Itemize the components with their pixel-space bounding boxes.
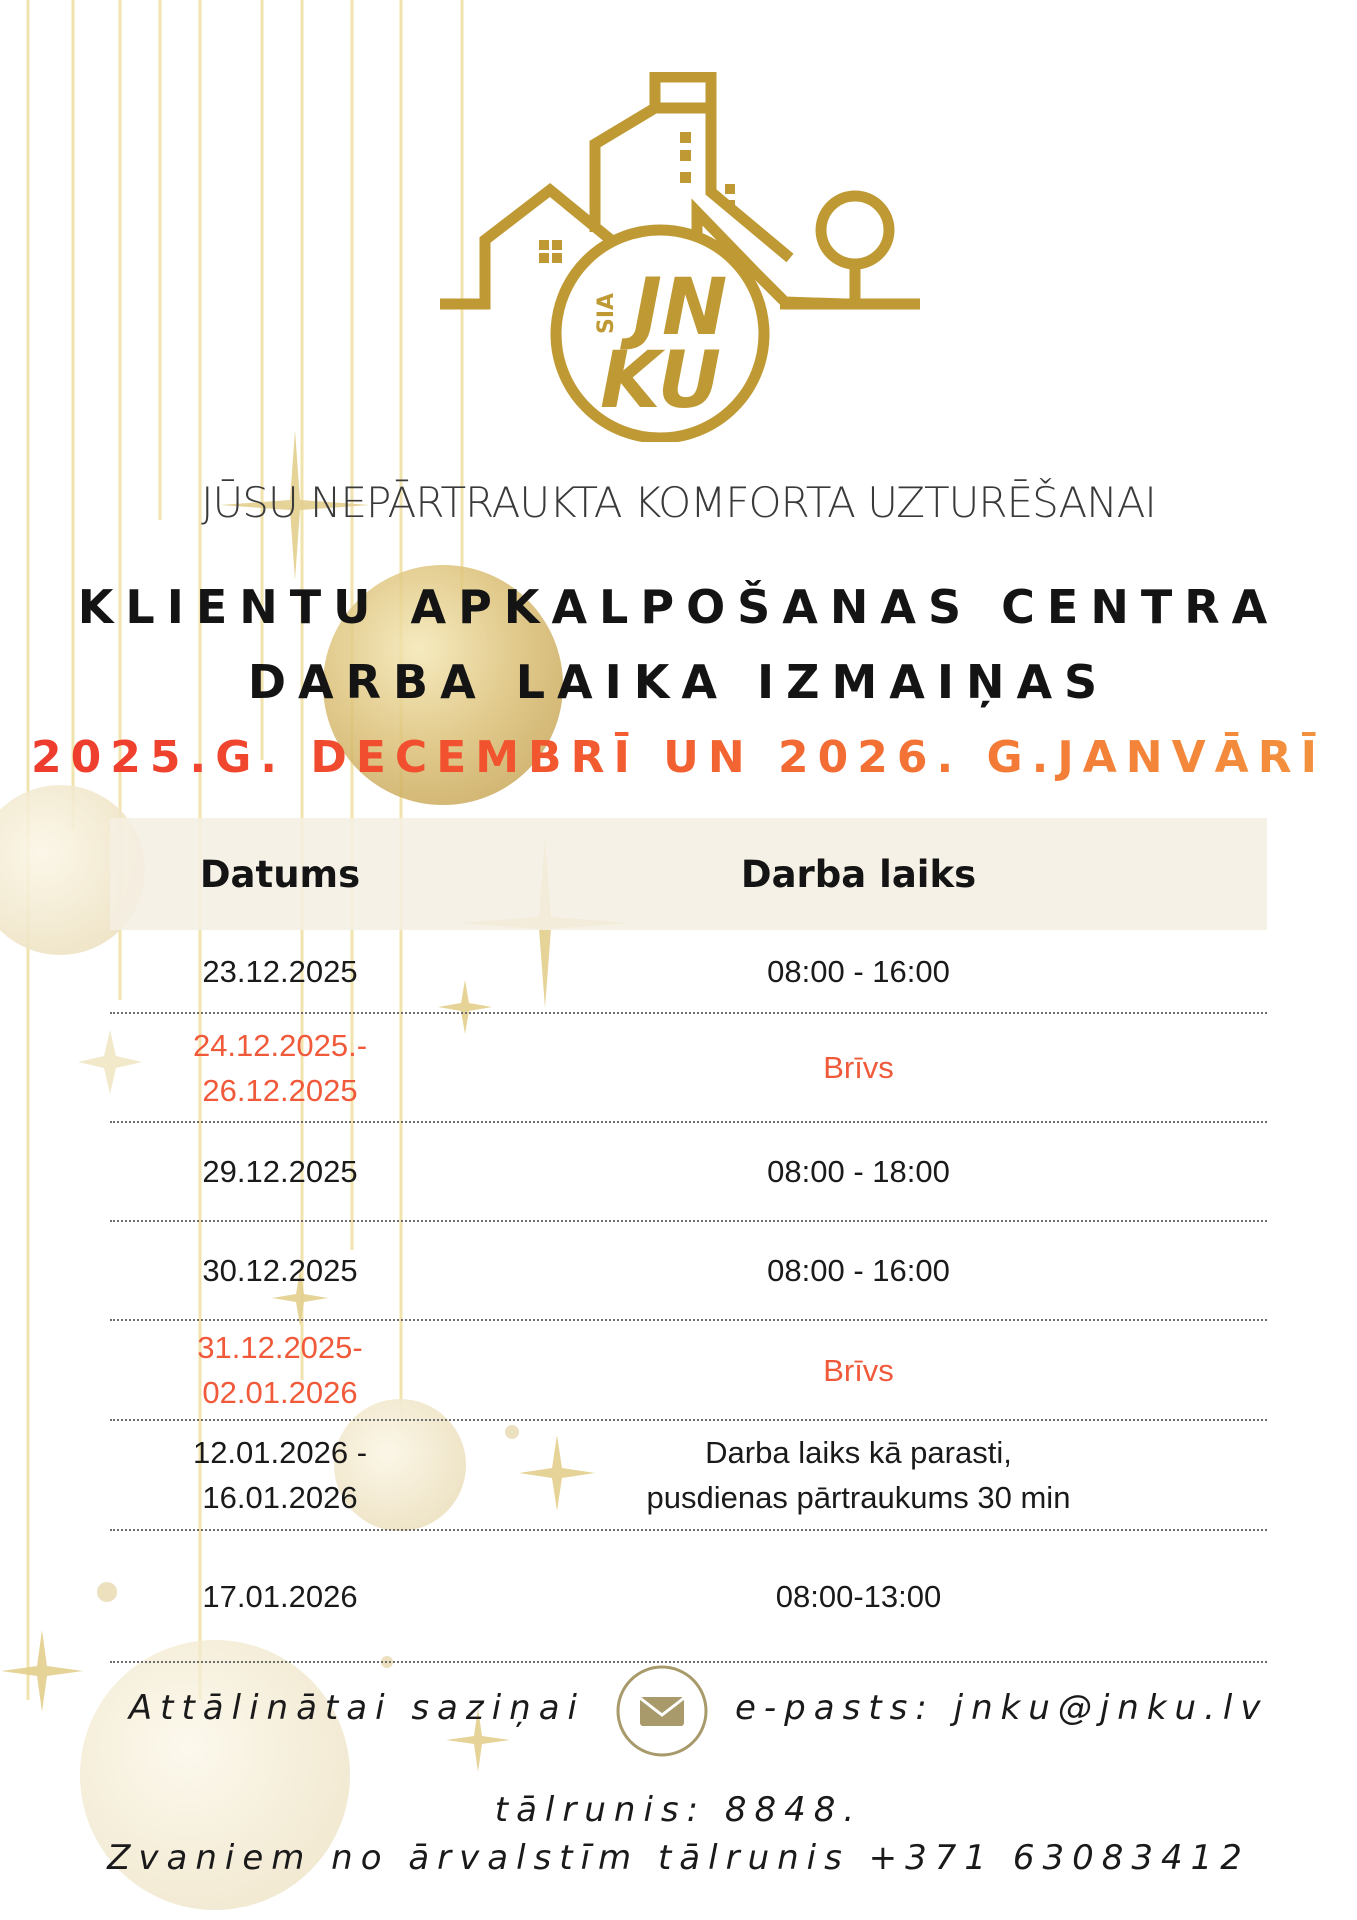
remote-contact-label: Attālinātai saziņai [128,1688,585,1728]
header-date: Datums [199,852,361,896]
row-date: 17.01.2026 [202,1578,358,1614]
tagline: JŪSU NEPĀRTRAUKTA KOMFORTA UZTURĒŠANAI [201,478,1156,527]
row-hours: 08:00 - 16:00 [767,1253,950,1288]
table-row [110,1222,1267,1321]
row-date: 31.12.2025- 02.01.2026 [197,1330,363,1410]
row-hours: 08:00 - 18:00 [767,1154,950,1189]
table-row [110,1421,1267,1531]
row-date: 12.01.2026 - 16.01.2026 [192,1435,368,1515]
logo-text-ku: KU [600,336,721,426]
envelope-icon [613,1662,711,1760]
logo-text-sia: SIA [594,292,619,334]
contact-line [0,1660,1357,1760]
jnku-logo [435,72,925,442]
table-row [110,1321,1267,1421]
row-hours: 08:00-13:00 [775,1578,942,1614]
table-row [110,930,1267,1014]
row-date: 24.12.2025.- 26.12.2025 [192,1027,368,1108]
table-row [110,1531,1267,1663]
schedule-table [110,818,1267,1663]
international-phone[interactable]: Zvaniem no ārvalstīm tālrunis +371 63083412 [107,1838,1250,1878]
table-row [110,1123,1267,1222]
row-date: 29.12.2025 [202,1154,358,1189]
row-hours: Brīvs [823,1352,894,1388]
row-date: 23.12.2025 [202,953,358,989]
row-hours: Brīvs [823,1050,894,1085]
title-line-2: DARBA LAIKA IZMAIŅAS [247,655,1110,709]
header-hours: Darba laiks [740,852,977,896]
phone-number[interactable]: tālrunis: 8848. [494,1790,863,1830]
logo-text-jn: JN [633,263,728,353]
row-hours: Darba laiks kā parasti, pusdienas pārtraukums 30 min [646,1435,1071,1515]
email-link[interactable]: e-pasts: jnku@jnku.lv [735,1688,1269,1728]
table-header [110,818,1267,930]
title-line-1: KLIENTU APKALPOŠANAS CENTRA [77,580,1280,634]
row-date: 30.12.2025 [202,1253,358,1288]
period-subtitle: 2025.G. DECEMBRĪ UN 2026. G.JANVĀRĪ [0,732,1357,783]
row-hours: 08:00 - 16:00 [767,953,950,989]
table-row [110,1014,1267,1123]
